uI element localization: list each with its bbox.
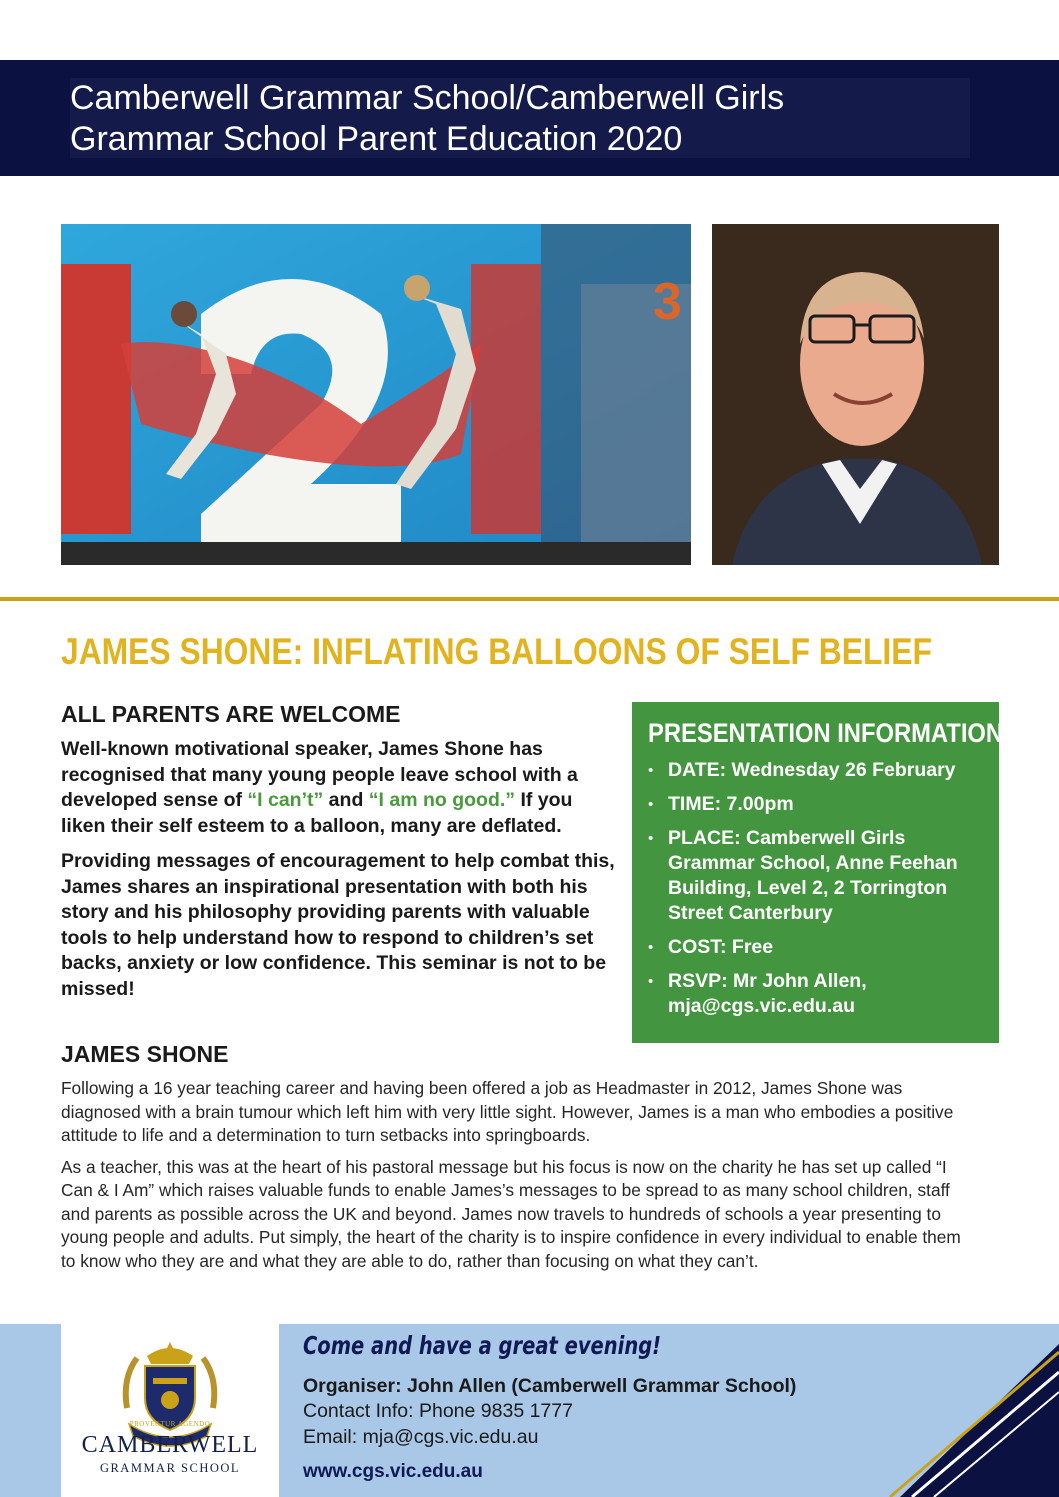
quote-i-cant: “I can’t” — [247, 789, 324, 811]
bio-paragraph-1: Following a 16 year teaching career and having been offered a job as Headmaster in 2012, James Shone was diagnosed with a brain tumour which left him with very little sight. However, James is a man who embodies a positive attitude to life and a determination to turn setbacks into springboards. — [61, 1078, 954, 1145]
info-list — [646, 758, 991, 1028]
info-rsvp: • RSVP: Mr John Allen, mja@cgs.vic.edu.au — [646, 969, 991, 1019]
email-line: Email: mja@cgs.vic.edu.au — [303, 1426, 539, 1448]
logo-motto: PROVECTUR AGENDO — [129, 1420, 211, 1428]
info-box-title: PRESENTATION INFORMATION — [648, 718, 1004, 748]
presentation-info-box — [632, 702, 1004, 1043]
info-date: • DATE: Wednesday 26 February — [646, 758, 991, 783]
footer-tagline: Come and have a great evening! — [303, 1331, 662, 1360]
school-crest-icon — [117, 1338, 223, 1450]
mural-illustration — [61, 224, 691, 565]
quote-i-am-no-good: “I am no good.” — [368, 789, 516, 811]
intro-text — [61, 737, 617, 1012]
mural-photo — [61, 224, 691, 565]
intro-paragraph-2: Providing messages of encouragement to help combat this, James shares an inspirational presentation with both his story and his philosophy providing parents with valuable tools to help understand how to respond to children’s set backs, anxiety or low confidence. This seminar is not to be missed! — [61, 850, 615, 1000]
logo-school-name: CAMBERWELL — [81, 1432, 259, 1458]
school-logo — [61, 1324, 279, 1497]
event-title: JAMES SHONE: INFLATING BALLOONS OF SELF BELIEF — [61, 631, 932, 672]
info-time: • TIME: 7.00pm — [646, 792, 991, 817]
page-title-line-2: Grammar School Parent Education 2020 — [70, 120, 683, 158]
bio-paragraph-2: As a teacher, this was at the heart of his pastoral message but his focus is now on the charity he has set up called “I Can & I Am” which raises valuable funds to enable James’s messages to be spread to as many school children, staff and parents as possible across the UK and beyond. James now travels to hundreds of schools a year presenting to young people and adults. Put simply, the heart of the charity is to inspire confidence in every individual to enable them to know who they are and what they are able to do, rather than focusing on what they can’t. — [61, 1156, 961, 1271]
bio-text — [61, 1077, 971, 1281]
welcome-heading: ALL PARENTS ARE WELCOME — [61, 701, 401, 727]
organiser-line: Organiser: John Allen (Camberwell Grammar School) — [303, 1375, 797, 1397]
bio-heading: JAMES SHONE — [61, 1041, 229, 1067]
intro-text-end: If you liken their self esteem to a balloon, many are deflated. — [61, 789, 573, 837]
speaker-portrait — [712, 224, 999, 565]
gold-divider — [0, 597, 1059, 601]
info-cost: • COST: Free — [646, 935, 991, 960]
intro-paragraph-1 — [61, 737, 617, 839]
contact-line: Contact Info: Phone 9835 1777 — [303, 1400, 573, 1422]
page-title-line-1: Camberwell Grammar School/Camberwell Girls — [70, 79, 785, 117]
intro-text-and: and — [323, 789, 369, 811]
website-link[interactable]: www.cgs.vic.edu.au — [303, 1461, 483, 1482]
portrait-illustration — [712, 224, 999, 565]
info-place: • PLACE: Camberwell Girls Grammar School, Anne Feehan Building, Level 2, 2 Torrington Street Canterbury — [646, 826, 991, 926]
svg-text:3: 3 — [653, 273, 682, 331]
page-title — [70, 78, 970, 158]
intro-text-start: Well-known motivational speaker, James Shone has recognised that many young people leave school with a developed sense of — [61, 738, 578, 811]
footer-stripes-decoration — [860, 1324, 1059, 1497]
logo-school-sub: GRAMMAR SCHOOL — [99, 1461, 241, 1475]
